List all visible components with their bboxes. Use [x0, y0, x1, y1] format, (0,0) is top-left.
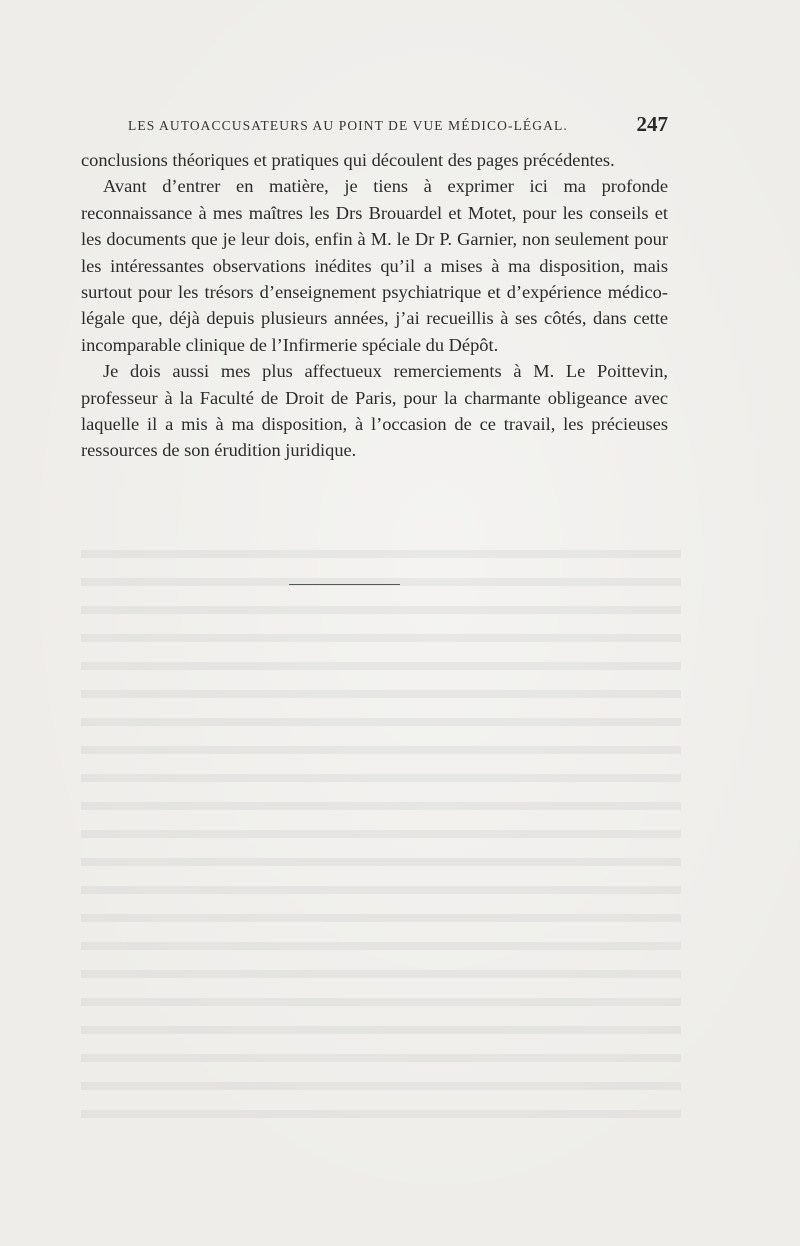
body-text — [81, 147, 668, 464]
page-number: 247 — [636, 112, 668, 136]
paragraph-conclusions: conclusions théoriques et pratiques qui découlent des pages précédentes. — [81, 150, 615, 170]
running-head — [128, 112, 668, 137]
paragraph-acknowledgements: Avant d’entrer en matière, je tiens à exprimer ici ma profonde reconnaissance à mes maîtres les Drs Brouardel et Motet, pour les conseils et les documents que je leur dois, enfin à M. le Dr P. Garnier, non seulement pour les intéressantes observations inédites qu’il a mises à ma disposition, mais surtout pour les trésors d’enseignement psychiatrique et d’expérience médico-légale que, déjà depuis plusieurs années, j’ai recueillis à ses côtés, dans cette incomparable clinique de l’Infirmerie spéciale du Dépôt. — [81, 176, 668, 355]
section-divider-rule — [289, 584, 400, 585]
show-through-texture — [81, 540, 681, 1120]
running-title: LES AUTOACCUSATEURS AU POINT DE VUE MÉDICO-LÉGAL. — [128, 118, 568, 133]
paragraph-thanks: Je dois aussi mes plus affectueux remerciements à M. Le Poittevin, professeur à la Faculté de Droit de Paris, pour la charmante obligeance avec laquelle il a mis à ma disposition, à l’occasion de ce travail, les précieuses ressources de son érudition juridique. — [81, 361, 668, 461]
